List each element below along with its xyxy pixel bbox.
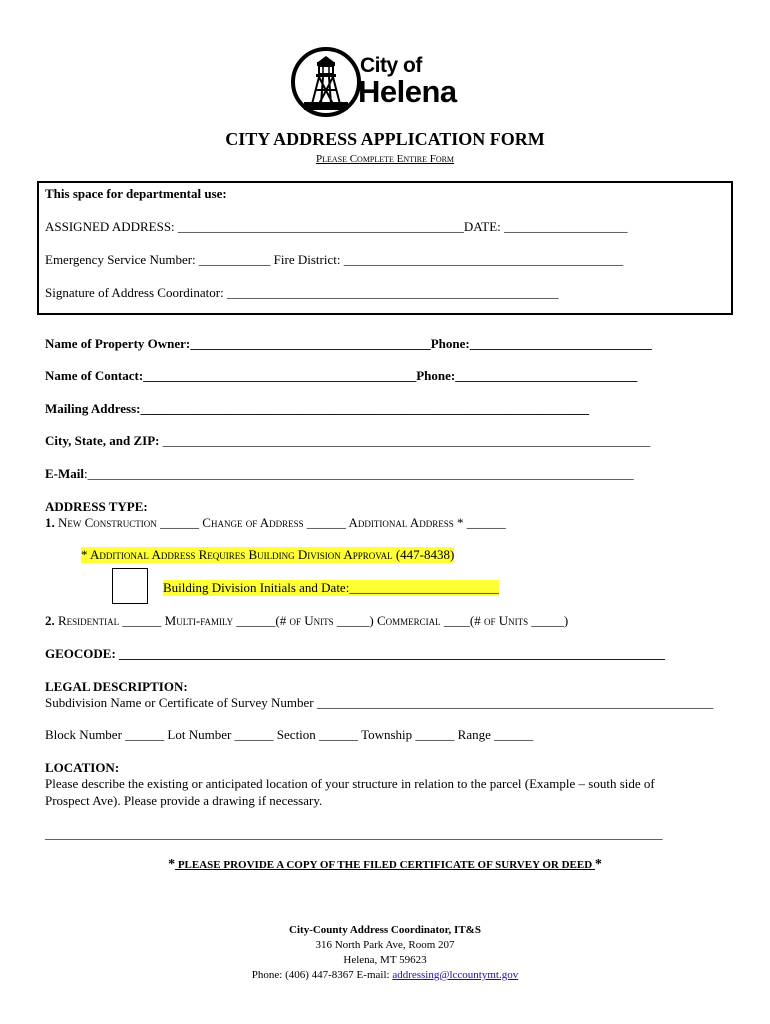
geocode-line: ____________________________________________________________________________________ bbox=[115, 646, 666, 661]
certificate-notice bbox=[0, 857, 770, 873]
footer-email-link[interactable]: addressing@lccountymt.gov bbox=[392, 969, 519, 981]
location-instructions-line-2: Prospect Ave). Please provide a drawing if necessary. bbox=[45, 793, 323, 808]
location-description-field[interactable]: _______________________________________________________________________________________________ bbox=[45, 826, 663, 841]
logo-line-1: City of bbox=[360, 54, 422, 77]
city-state-zip-label: City, State, and ZIP: bbox=[45, 433, 160, 448]
footer-organization: City-County Address Coordinator, IT&S bbox=[289, 924, 481, 936]
additional-address-note: * Additional Address Requires Building Division Approval (447-8438) bbox=[81, 547, 455, 562]
legal-description-heading: LEGAL DESCRIPTION: bbox=[45, 679, 188, 694]
parcel-fields[interactable]: Block Number ______ Lot Number ______ Section ______ Township ______ Range ______ bbox=[45, 727, 534, 742]
address-type-heading: ADDRESS TYPE: bbox=[45, 499, 148, 514]
address-type-row-1-number: 1. bbox=[45, 515, 55, 530]
footer-city: Helena, MT 59623 bbox=[343, 954, 427, 966]
fire-tower-seal-icon bbox=[290, 46, 362, 118]
address-type-row-2-options: Residential ______ Multi-family ______(# of Units _____) Commercial ____(# of Units _____) bbox=[54, 613, 569, 628]
departmental-heading: This space for departmental use: bbox=[45, 186, 227, 201]
building-division-checkbox[interactable] bbox=[112, 568, 148, 604]
mailing-address-field[interactable]: Mailing Address:_____________________________________________________________________ bbox=[45, 401, 589, 416]
location-heading: LOCATION: bbox=[45, 760, 120, 775]
subdivision-field[interactable]: Subdivision Name or Certificate of Survey Number _____________________________________________________________ bbox=[45, 695, 714, 710]
notice-star-right: * bbox=[594, 857, 602, 872]
address-type-row-2[interactable] bbox=[45, 613, 568, 629]
email-field[interactable] bbox=[45, 466, 634, 482]
city-state-zip-line: ___________________________________________________________________________ bbox=[159, 433, 651, 448]
building-division-initials-field[interactable]: Building Division Initials and Date:_______________________ bbox=[163, 580, 499, 595]
notice-text: PLEASE PROVIDE A COPY OF THE FILED CERTIFICATE OF SURVEY OR DEED bbox=[175, 859, 595, 871]
geocode-label: GEOCODE: bbox=[45, 646, 116, 661]
address-type-row-1-options: New Construction ______ Change of Address ______ Additional Address * ______ bbox=[54, 515, 506, 530]
form-title: CITY ADDRESS APPLICATION FORM bbox=[225, 129, 545, 149]
contact-name-field[interactable]: Name of Contact:__________________________________________Phone:____________________________ bbox=[45, 368, 638, 383]
address-type-row-1[interactable] bbox=[45, 515, 506, 531]
city-state-zip-field[interactable] bbox=[45, 433, 650, 449]
assigned-address-field[interactable]: ASSIGNED ADDRESS: ____________________________________________DATE: ___________________ bbox=[45, 219, 628, 234]
emergency-service-field[interactable]: Emergency Service Number: ___________ Fire District: ___________________________________________ bbox=[45, 252, 624, 267]
footer-street: 316 North Park Ave, Room 207 bbox=[315, 939, 455, 951]
city-logo bbox=[290, 46, 490, 118]
form-subtitle: Please Complete Entire Form bbox=[315, 153, 455, 165]
address-type-row-2-number: 2. bbox=[45, 613, 55, 628]
footer-phone: Phone: (406) 447-8367 E-mail: bbox=[251, 969, 393, 981]
location-instructions-line-1: Please describe the existing or anticipated location of your structure in relation to the parcel (Example – south side of bbox=[45, 776, 655, 791]
notice-star-left: * bbox=[168, 857, 176, 872]
coordinator-signature-field[interactable]: Signature of Address Coordinator: ___________________________________________________ bbox=[45, 285, 559, 300]
property-owner-field[interactable]: Name of Property Owner:_____________________________________Phone:____________________________ bbox=[45, 336, 652, 351]
email-label: E-Mail bbox=[45, 466, 84, 481]
email-line: :____________________________________________________________________________________ bbox=[84, 466, 634, 481]
logo-line-2: Helena bbox=[358, 74, 457, 109]
footer-contact bbox=[0, 969, 770, 981]
geocode-field[interactable] bbox=[45, 646, 665, 662]
